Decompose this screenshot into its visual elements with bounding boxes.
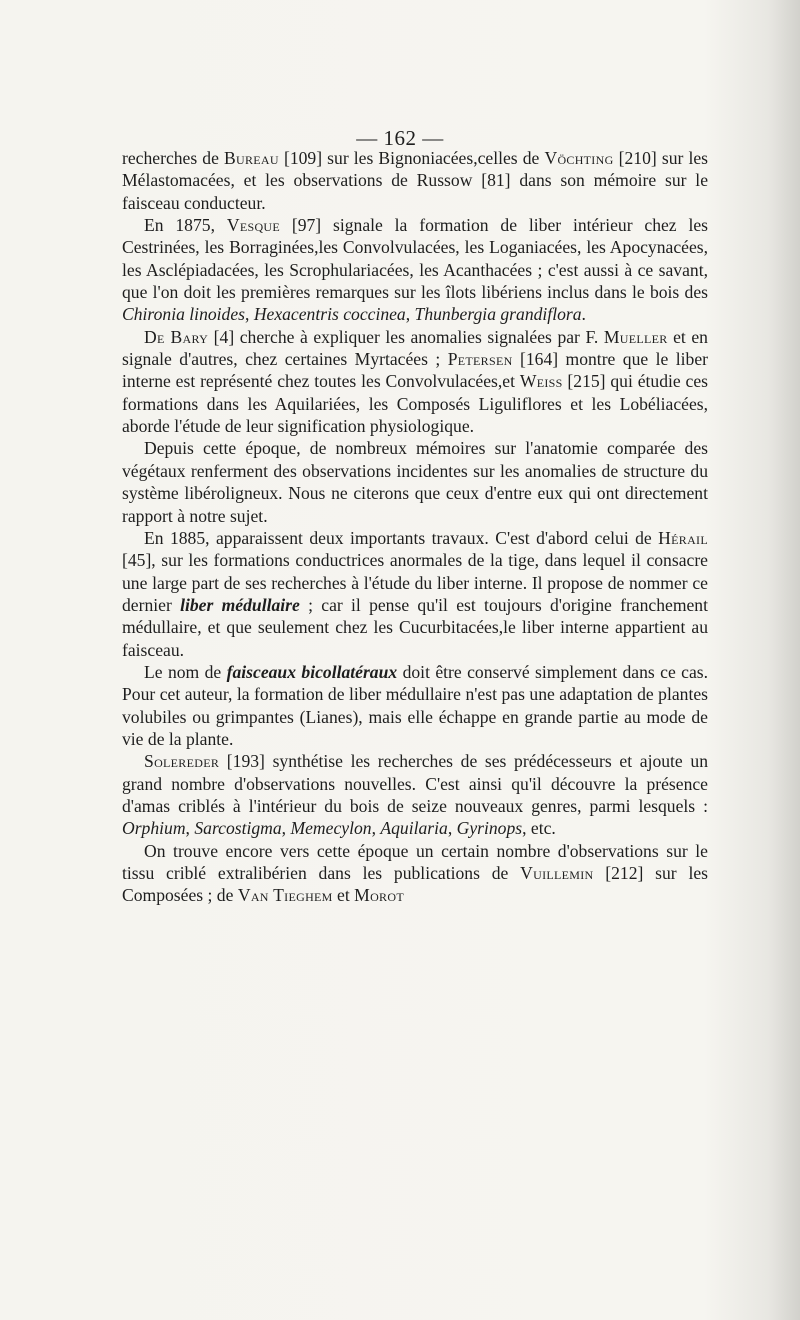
body-text — [122, 147, 708, 907]
text-run: On trouve encore vers cette époque un certain nombre d'observations sur le tissu criblé extralibérien dans les publications de — [122, 840, 708, 883]
species-name: Orphium — [122, 818, 186, 839]
text-run: , — [447, 818, 457, 839]
paragraph — [122, 840, 708, 907]
text-run: recherches de — [122, 148, 224, 168]
author-name: Vöchting — [544, 148, 614, 168]
author-name: Vesque — [226, 215, 280, 236]
text-run: [212] sur les Composées ; de — [122, 863, 708, 906]
text-run: Depuis cette époque, de nombreux mémoires sur l'anatomie comparée des végétaux renferment des observations incidentes sur les anomalies de structure du système libéroligneux. Nous ne citerons que ceux d'entre eux qui ont directement rapport à notre sujet. — [122, 438, 708, 526]
text-run: [164] montre que le liber interne est représenté chez toutes les Convolvulacées,et — [122, 349, 709, 392]
text-run: [97] signale la formation de liber intérieur chez les Cestrinées, les Borraginées,les Convolvulacées, les Loganiacées, les Apocynacées, les Asclépiadacées, les Scrophulariacées, les Acanthacées ; c'est aussi à ce savant, que l'on doit les premières remarques sur les îlots libériens inclus dans le bois des — [122, 215, 709, 303]
text-run: ; car il pense qu'il est toujours d'origine franchement médullaire, et que seulement chez les Cucurbitacées,le liber interne appartient au faisceau. — [122, 594, 708, 660]
species-name: Sarcostigma — [194, 818, 282, 839]
emphasized-term: liber médullaire — [180, 594, 300, 615]
author-name: De Bary — [144, 326, 209, 347]
paragraph — [122, 326, 708, 438]
text-run: [210] sur les Mélastomacées, et les observations de Russow [81] dans son mémoire sur le faisceau conducteur. — [122, 148, 708, 213]
paragraph — [122, 147, 708, 214]
species-name: Aquilaria — [380, 818, 448, 839]
author-name: Vuillemin — [520, 863, 594, 883]
text-run: et — [332, 885, 355, 906]
paragraph — [122, 527, 708, 661]
species-name: Gyrinops — [456, 818, 523, 839]
author-name: Solereder — [144, 751, 220, 772]
text-run: doit être conservé simplement dans ce cas. Pour cet auteur, la formation de liber médullaire n'est pas une adaptation de plantes volubiles ou grimpantes (Lianes), mais elle échappe en grande partie au mode de vie de la plante. — [122, 661, 709, 749]
author-name: Hérail — [658, 527, 708, 548]
text-run: et en signale d'autres, chez certaines Myrtacées ; — [122, 326, 708, 370]
paragraph — [122, 437, 708, 526]
species-name: Hexacentris coccinea — [253, 304, 406, 325]
author-name: Morot — [354, 885, 404, 906]
author-name: Weiss — [519, 371, 563, 392]
text-run: , — [405, 304, 415, 325]
text-run: En 1875, — [144, 215, 227, 236]
text-run: , — [371, 818, 381, 839]
paragraph — [122, 661, 708, 750]
author-name: Van Tieghem — [237, 885, 333, 906]
species-name: Chironia linoides — [122, 304, 246, 325]
text-run: [109] sur les Bignoniacées,celles de — [278, 148, 545, 168]
text-run: , etc. — [522, 818, 556, 839]
author-name: Petersen — [447, 349, 513, 370]
text-run: En 1885, apparaissent deux importants travaux. C'est d'abord celui de — [144, 527, 659, 548]
author-name: Bureau — [224, 148, 279, 168]
emphasized-term: faisceaux bicollatéraux — [226, 661, 398, 682]
text-run: [193] synthétise les recherches de ses prédécesseurs et ajoute un grand nombre d'observations nouvelles. C'est ainsi qu'il découvre la présence d'amas criblés à l'intérieur du bois de seize nouveaux genres, parmi lesquels : — [122, 751, 708, 816]
author-name: Mueller — [603, 326, 668, 347]
paragraph — [122, 214, 708, 326]
text-run: [45], sur les formations conductrices anormales de la tige, dans lequel il consacre une large part de ses recherches à l'étude du liber interne. Il propose de nommer ce dernier — [122, 550, 708, 615]
species-name: Thunbergia grandiflora — [414, 304, 582, 325]
text-run: , — [185, 818, 195, 839]
species-name: Memecylon — [290, 818, 372, 839]
text-run: [215] qui étudie ces formations dans les Aquilariées, les Composés Liguliflores et les Lobéliacées, aborde l'étude de leur signification physiologique. — [122, 371, 708, 437]
paragraph — [122, 750, 708, 839]
text-run: , — [281, 818, 291, 839]
text-run: [4] cherche à expliquer les anomalies signalées par F. — [208, 326, 604, 347]
text-run: Le nom de — [144, 661, 227, 682]
text-run: , — [245, 304, 254, 325]
page-number-header: — 162 — — [356, 126, 444, 150]
text-run: . — [581, 304, 586, 325]
